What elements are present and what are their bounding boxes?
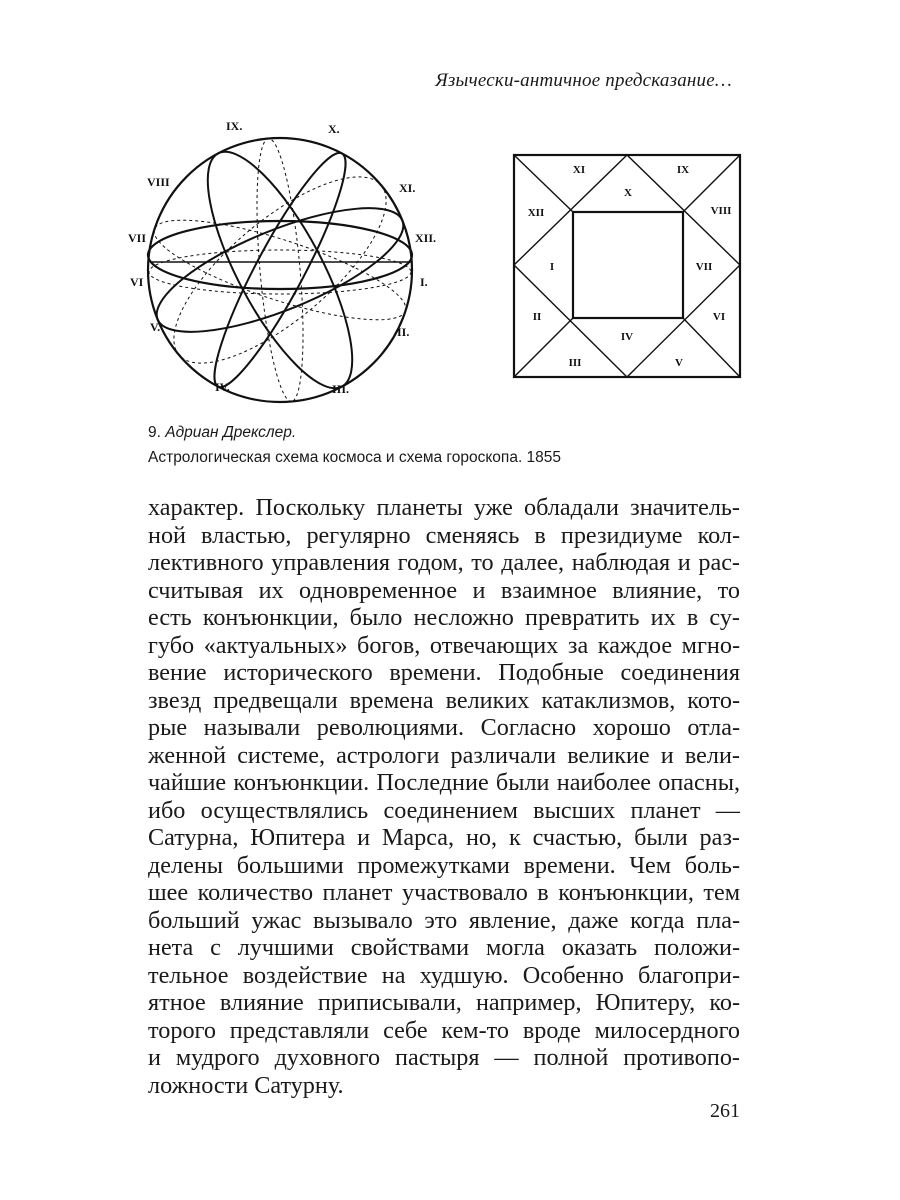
sphere-label: IX. xyxy=(226,119,243,133)
horoscope-label: V xyxy=(675,357,683,369)
body-line: тельное воздействие на худшую. Особенно благопри- xyxy=(148,961,740,989)
horoscope-label: II xyxy=(532,311,542,323)
sphere-label: I. xyxy=(420,275,428,289)
body-line: считывая их одновременное и взаимное влияние, то xyxy=(148,576,740,604)
sphere-outline xyxy=(148,138,412,402)
body-line: шее количество планет участвовало в конъюнкции, тем xyxy=(148,879,740,906)
sphere-label: VI xyxy=(130,275,144,289)
body-text xyxy=(148,494,740,1099)
horoscope-label: X xyxy=(624,187,632,199)
sphere-equator-upper xyxy=(148,221,412,289)
horoscope-label: XII xyxy=(527,207,545,219)
horoscope-diagonal xyxy=(683,318,740,377)
page-number: 261 xyxy=(710,1100,740,1122)
running-head: Язычески-античное предсказание… xyxy=(435,70,732,91)
figure-caption xyxy=(148,420,768,470)
body-line: рые называли революциями. Согласно хорошо отла- xyxy=(148,714,740,741)
sphere-label: IV. xyxy=(215,380,230,394)
sphere-horizon-dotted xyxy=(149,250,411,294)
horoscope-label: VII xyxy=(695,261,713,273)
figure-number: 9. xyxy=(148,424,161,441)
body-line: есть конъюнкции, было несложно превратить их в су- xyxy=(148,604,740,631)
body-line: ятное влияние приписывали, например, Юпитеру, ко- xyxy=(148,989,740,1016)
figure-title: Астрологическая схема космоса и схема гороскопа. 1855 xyxy=(148,449,562,466)
body-line: лективного управления годом, то далее, наблюдая и рас- xyxy=(148,549,740,576)
horoscope-label: XI xyxy=(572,164,586,176)
sphere-meridian-a xyxy=(181,134,379,407)
body-line: чайшие конъюнкции. Последние были наиболее опасны, xyxy=(148,769,740,796)
body-line: женной системе, астрологи различали великие и вели- xyxy=(148,741,740,769)
body-line: и мудрого духовного пастыря — полной противопо- xyxy=(148,1044,740,1071)
body-line: торого представляли себе кем-то вроде милосердного xyxy=(148,1016,740,1044)
horoscope-label: IV xyxy=(620,331,634,343)
sphere-label: X. xyxy=(328,122,340,136)
caption-line-1 xyxy=(148,420,768,445)
body-line: Сатурна, Юпитера и Марса, но, к счастью, были раз- xyxy=(148,824,740,851)
horoscope-label: I xyxy=(549,261,555,273)
body-line: губо «актуальных» богов, отвечающих за каждое мгно- xyxy=(148,631,740,659)
body-line: нета с лучшими свойствами могла оказать положи- xyxy=(148,934,740,961)
sphere-dotted-ring-c xyxy=(147,147,414,393)
sphere-label: VII xyxy=(128,231,147,245)
figure-author: Адриан Дрекслер. xyxy=(165,424,297,441)
sphere-meridian-b xyxy=(197,142,363,398)
horoscope-label: III xyxy=(568,357,582,369)
body-line: ной властью, регулярно сменяясь в президиуме кол- xyxy=(148,521,740,549)
sphere-ecliptic xyxy=(143,183,418,356)
horoscope-diagonal xyxy=(514,318,573,377)
body-line: ложности Сатурну. xyxy=(148,1071,344,1099)
body-line: характер. Поскольку планеты уже обладали значитель- xyxy=(148,494,740,521)
horoscope-inner-square xyxy=(573,212,683,318)
sphere-label: II. xyxy=(397,325,410,339)
body-line: ибо осуществлялись соединением высших планет — xyxy=(148,796,740,824)
sphere-label: XII. xyxy=(415,231,437,245)
sphere-label: V. xyxy=(150,320,161,334)
sphere-label: XI. xyxy=(399,181,416,195)
body-line: делены большими промежутками времени. Чем боль- xyxy=(148,851,740,879)
horoscope-diagonal xyxy=(514,155,573,212)
horoscope-label: IX xyxy=(676,164,690,176)
horoscope-label: VIII xyxy=(710,205,732,217)
horoscope-label: VI xyxy=(712,311,726,323)
illustration-figure xyxy=(0,0,900,420)
sphere-label: III. xyxy=(332,382,350,396)
celestial-sphere-diagram xyxy=(143,134,418,407)
body-line: вение исторического времени. Подобные соединения xyxy=(148,659,740,686)
body-line: звезд предвещали времена великих катаклизмов, кото- xyxy=(148,686,740,714)
body-line: больший ужас вызывало это явление, даже когда пла- xyxy=(148,906,740,934)
sphere-labels xyxy=(128,119,436,396)
sphere-label: VIII xyxy=(147,175,170,189)
horoscope-diagonal xyxy=(683,155,740,212)
sphere-dotted-ring-b xyxy=(249,137,312,403)
